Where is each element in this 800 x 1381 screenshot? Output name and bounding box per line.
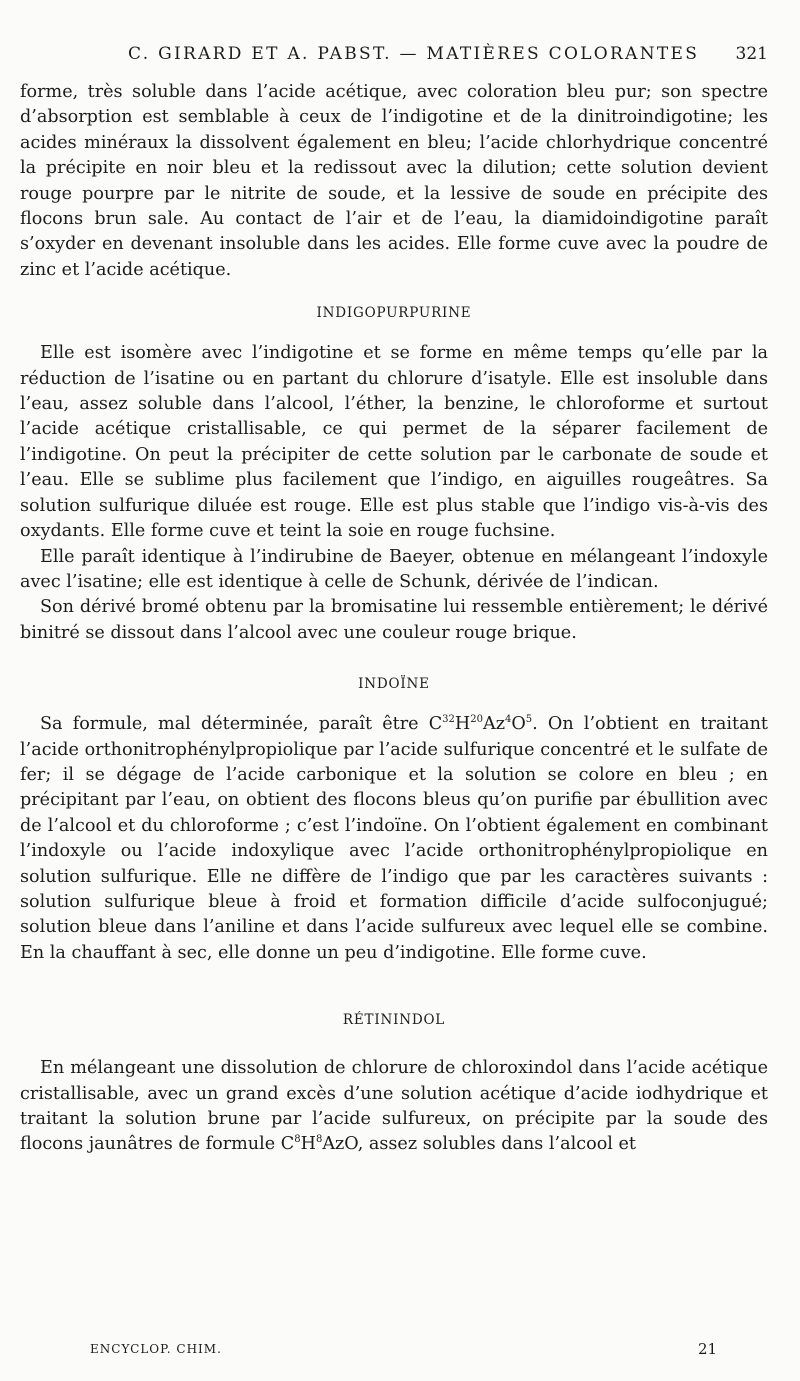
indigopurpurine-paragraph-2: Elle paraît identique à l’indirubine de Baeyer, obtenue en mélangeant l’indoxyle avec l’isatine; elle est identique à celle de Schunk, dérivée de l’indican. xyxy=(20,546,768,592)
section-heading-indoine: INDOÏNE xyxy=(358,676,430,693)
indoine-formula-h-symbol: H xyxy=(454,714,471,735)
indigopurpurine-paragraph-1: Elle est isomère avec l’indigotine et se forme en même temps qu’elle par la réduction de l’isatine ou en partant du chlorure d’isatyle. Elle est insoluble dans l’eau, assez soluble dans l’alcool, l’éther, la benzine, le chloroforme et surtout l’acide acétique cristallisable, ce qui permet de la séparer facilement de l’indigotine. On peut la précipiter de cette solution par le carbonate de soude et l’eau. Elle se sublime plus facilement que l’indigo, en aiguilles rougeâtres. Sa solution sulfurique diluée est rouge. Elle est plus stable que l’indigo vis-à-vis des oxydants. Elle forme cuve et teint la soie en rouge fuchsine. xyxy=(20,343,768,542)
indoine-formula-o-subscript: 5 xyxy=(525,714,533,726)
page-number: 321 xyxy=(735,44,768,64)
retinindol-text-before: En mélangeant une dissolution de chlorure de chloroxindol dans l’acide acétique cristallisable, avec un grand excès d’une solution acétique d’acide iodhydrique et traitant la solution brune par l’acide sulfureux, on précipite par la soude des flocons jaunâtres de formule C xyxy=(20,1058,768,1155)
running-title: C. GIRARD ET A. PABST. — MATIÈRES COLORANTES xyxy=(128,44,700,64)
indoine-formula-intro: Sa formule, mal déterminée, paraît être C xyxy=(40,714,443,735)
indoine-formula-c-subscript: 32 xyxy=(442,714,455,726)
section-heading-indigopurpurine: INDIGOPURPURINE xyxy=(316,305,472,322)
indigopurpurine-paragraph-3: Son dérivé bromé obtenu par la bromisatine lui ressemble entièrement; le dérivé binitré se dissout dans l’alcool avec une couleur rouge brique. xyxy=(20,597,768,643)
indoine-formula-o-symbol: O xyxy=(511,714,526,735)
retinindol-formula-rest: AzO xyxy=(322,1134,358,1155)
retinindol-formula-h-symbol: H xyxy=(300,1134,316,1155)
opening-paragraph: forme, très soluble dans l’acide acétique, avec coloration bleu pur; son spectre d’absorption est semblable à ceux de l’indigotine et de la dinitroindigotine; les acides minéraux la dissolvent également en bleu; l’acide chlorhydrique concentré la précipite en noir bleu et la redissout avec la dilution; cette solution devient rouge pourpre par le nitrite de soude, et la lessive de soude en précipite des flocons brun sale. Au contact de l’air et de l’eau, la diamidoindigotine paraît s’oxyder en devenant insoluble dans les acides. Elle forme cuve avec la poudre de zinc et l’acide acétique. xyxy=(20,82,768,280)
sheet-number: 21 xyxy=(698,1340,718,1358)
retinindol-formula-h-subscript: 8 xyxy=(315,1134,323,1146)
indoine-formula-az-subscript: 4 xyxy=(504,714,512,726)
section-heading-retinindol: RÉTININDOL xyxy=(342,1012,446,1029)
indoine-formula-az-symbol: Az xyxy=(482,714,505,735)
retinindol-text-after: , assez solubles dans l’alcool et xyxy=(357,1134,636,1155)
body-text xyxy=(20,80,768,1158)
retinindol-paragraph xyxy=(20,1056,768,1158)
retinindol-formula-c-subscript: 8 xyxy=(294,1134,301,1146)
indoine-paragraph-text: . On l’obtient en traitant l’acide orthonitrophénylpropiolique par l’acide sulfurique concentré et le sulfate de fer; il se dégage de l’acide carbonique et la solution se colore en bleu ; en précipitant par l’eau, on obtient des flocons bleus qu’on purifie par ébullition avec de l’alcool et du chloroforme ; c’est l’indoïne. On l’obtient également en combinant l’indoxyle ou l’acide indoxylique avec l’acide orthonitrophénylpropiolique en solution sulfurique. Elle ne diffère de l’indigo que par les caractères suivants : solution sulfurique bleue à froid et formation difficile d’acide sulfoconjugué; solution bleue dans l’aniline et dans l’acide sulfureux avec lequel elle se combine. En la chauffant à sec, elle donne un peu d’indigotine. Elle forme cuve. xyxy=(20,714,769,963)
indoine-paragraph xyxy=(20,712,768,966)
footer-signature: ENCYCLOP. CHIM. xyxy=(90,1342,222,1356)
running-header xyxy=(20,44,768,68)
indoine-formula-h-subscript: 20 xyxy=(470,714,483,726)
page-footer xyxy=(20,1340,768,1362)
